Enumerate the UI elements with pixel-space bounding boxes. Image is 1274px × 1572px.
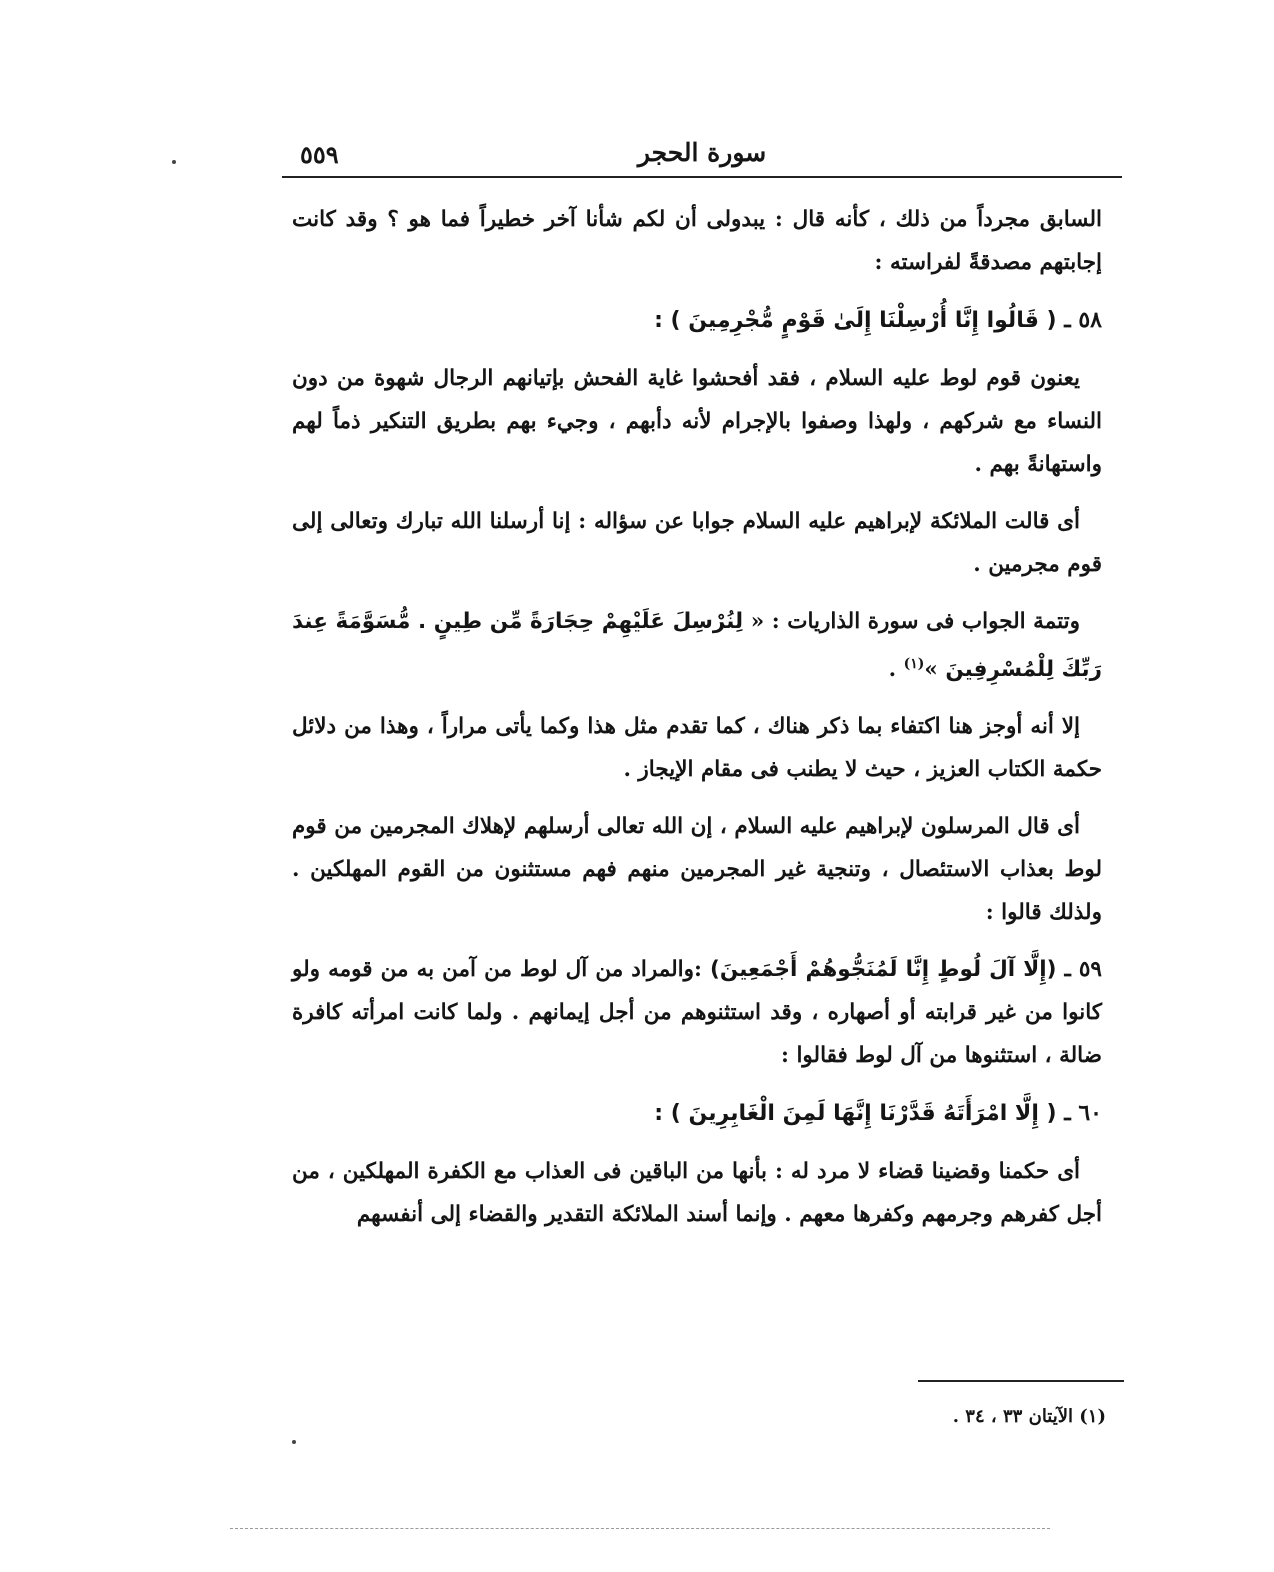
paragraph-intro: السابق مجرداً من ذلك ، كأنه قال : يبدولى أن لكم شأنا آخر خطيراً فما هو ؟ وقد كانت إجابتهم مصدقةً لفراسته : xyxy=(292,207,1102,275)
verse-59-commentary: :والمراد من آل لوط من آمن به من قومه ولو كانوا من غير قرابته أو أصهاره ، وقد استثنوهم من أجل إيمانهم . ولما كانت امرأته كافرة ضالة ، استثنوها من آل لوط فقالوا : xyxy=(292,957,1102,1069)
paragraph-mursalun: أى قال المرسلون لإبراهيم عليه السلام ، إن الله تعالى أرسلهم لإهلاك المجرمين من قوم لوط بعذاب الاستئصال ، وتنجية غير المجرمين منهم فهم مستثنون من القوم المهلكين . ولذلك قالوا : xyxy=(292,814,1102,926)
paragraph-tatimma xyxy=(292,600,1102,691)
footnote: (١) الآيتان ٣٣ ، ٣٤ . xyxy=(952,1406,1106,1427)
main-text xyxy=(292,198,1102,1250)
page-header xyxy=(282,138,1122,174)
tatimma-end: . xyxy=(888,657,904,683)
verse-59 xyxy=(292,948,1102,1077)
verse-59-text: (إِلَّا آلَ لُوطٍ إِنَّا لَمُنَجُّوهُمْ أَجْمَعِينَ) xyxy=(710,957,1057,983)
page-number: ٥٥٩ xyxy=(300,140,339,169)
tatimma-close: » xyxy=(924,657,938,683)
paragraph-commentary-60: أى حكمنا وقضينا قضاء لا مرد له : بأنها من الباقين فى العذاب مع الكفرة المهلكين ، من أجل كفرهم وجرمهم وكفرها معهم . وإنما أسند الملائكة التقدير والقضاء إلى أنفسهم xyxy=(292,1159,1102,1228)
verse-58-number: ٥٨ ـ xyxy=(1064,307,1102,333)
footnote-reference[interactable]: (١) xyxy=(903,656,925,672)
verse-60-text: ( إِلَّا امْرَأَتَهُ قَدَّرْنَا إِنَّهَا لَمِنَ الْغَابِرِينَ ) : xyxy=(654,1101,1057,1127)
tatimma-lead: وتتمة الجواب فى سورة الذاريات : « xyxy=(750,609,1080,634)
verse-60 xyxy=(292,1091,1102,1136)
paragraph-commentary-58: يعنون قوم لوط عليه السلام ، فقد أفحشوا غاية الفحش بإتيانهم الرجال شهوة من دون النساء مع شركهم ، ولهذا وصفوا بالإجرام لأنه دأبهم ، وجيء بهم بطريق التنكير ذماً لهم واستهانةً بهم . xyxy=(292,366,1102,477)
verse-60-number: ٦٠ ـ xyxy=(1064,1100,1102,1127)
verse-59-number: ٥٩ ـ xyxy=(1064,957,1102,983)
verse-58 xyxy=(292,298,1102,343)
paragraph-ijaz: إلا أنه أوجز هنا اكتفاء بما ذكر هناك ، كما تقدم مثل هذا وكما يأتى مراراً ، وهذا من دلائل حكمة الكتاب العزيز ، حيث لا يطنب فى مقام الإيجاز . xyxy=(292,714,1102,783)
footnote-rule xyxy=(918,1380,1124,1382)
scan-speck xyxy=(292,1440,296,1444)
scan-speck xyxy=(172,160,176,164)
paragraph-meaning-58: أى قالت الملائكة لإبراهيم عليه السلام جوابا عن سؤاله : إنا أرسلنا الله تبارك وتعالى إلى قوم مجرمين . xyxy=(292,509,1102,577)
header-rule xyxy=(282,176,1122,178)
tatimma-quran: لِنُرْسِلَ عَلَيْهِمْ حِجَارَةً مِّن طِينٍ . مُّسَوَّمَةً عِندَ رَبِّكَ لِلْمُسْرِفِينَ xyxy=(292,609,1102,683)
scan-edge-line xyxy=(230,1528,1050,1529)
surah-title: سورة الحجر xyxy=(637,138,767,167)
verse-58-text: ( قَالُوا إِنَّا أُرْسِلْنَا إِلَىٰ قَوْمٍ مُّجْرِمِينَ ) : xyxy=(654,308,1057,333)
